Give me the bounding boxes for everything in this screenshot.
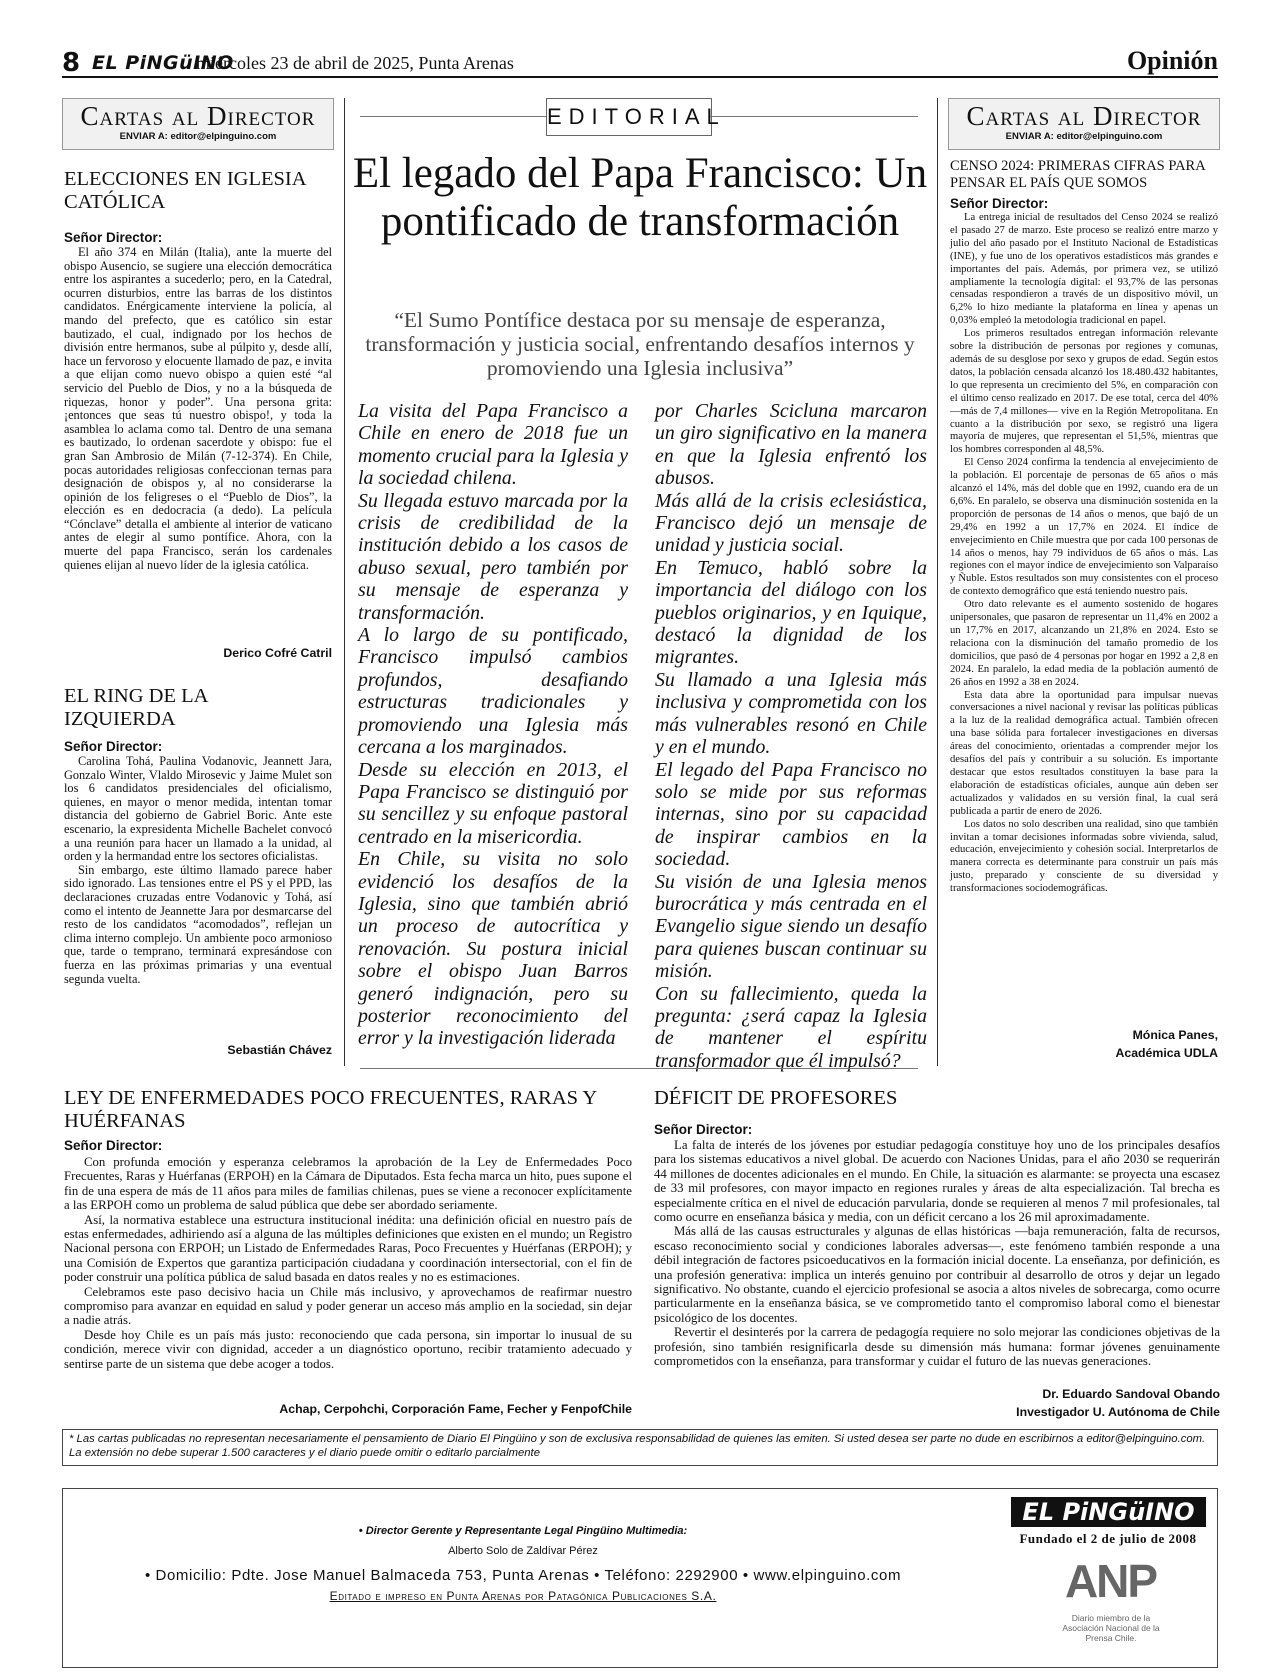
letter-paragraph: Revertir el desinterés por la carrera de pedagogía requiere no solo mejorar las condiciones objetivas de la profesión, sino también resignificarla desde su dimensión más humana: formar jóvenes genuinamente comprometidos con la enseñanza, para transformar y cuidar el futuro de las nuevas generaciones. — [654, 1325, 1220, 1369]
column-divider — [937, 98, 938, 1066]
letters-header-email: ENVIAR A: editor@elpinguino.com — [119, 131, 277, 142]
letters-header-email: ENVIAR A: editor@elpinguino.com — [1005, 131, 1163, 142]
editorial-paragraph: A lo largo de su pontificado, Francisco impulsó cambios profundos, desafiando estructuras tradicionales y promoviendo una Iglesia más cercana a los marginados. — [358, 624, 628, 759]
dateline: miércoles 23 de abril de 2025, Punta Arenas — [196, 53, 514, 73]
letter-paragraph: Desde hoy Chile es un país más justo: reconociendo que cada persona, sin importar lo inusual de su condición, merece vivir con dignidad, acceder a un diagnóstico oportuno, recibir tratamiento adecuado y sentirse parte de un sistema que debe acoger a todos. — [64, 1327, 632, 1371]
letter-signature: Derico Cofré Catril — [223, 646, 332, 660]
letter-body — [654, 1138, 1220, 1369]
letter-paragraph: Así, la normativa establece una estructura institucional inédita: una definición oficial en nuestro país de estas enfermedades, adhiriendo así a alguna de las múltiples definiciones que existen en el mundo; un Registro Nacional persona con ERPOH; un Listado de Enfermedades Raras, Poco Frecuentes y Huérfanas (ERPOH); y una Comisión de Expertos que garantiza participación ciudadana y coordinación intersectorial, con el fin de poder construir una política pública de salud basada en datos reales y no es estimaciones. — [64, 1212, 632, 1285]
signature-name: Dr. Eduardo Sandoval Obando — [1042, 1387, 1220, 1401]
editorial-rule — [710, 116, 918, 117]
director-label: • Director Gerente y Representante Legal Pingüino Multimedia: — [358, 1525, 688, 1537]
letter-paragraph: Con profunda emoción y esperanza celebramos la aprobación de la Ley de Enfermedades Poco Frecuentes, Raras y Huérfanas (ERPOH) en la Cámara de Diputados. Esta fecha marca un hito, pues supone el fin de una espera de más de 11 años para miles de familias chilenas, pues se viene a reconocer explícitamente a las ERPOH como un problema de salud pública que debe ser abordado seriamente. — [64, 1155, 632, 1213]
letters-header-left — [62, 98, 334, 150]
editorial-paragraph: Más allá de la crisis eclesiástica, Francisco dejó un mensaje de unidad y justicia social. — [655, 489, 927, 557]
signature-role: Investigador U. Autónoma de Chile — [1016, 1405, 1220, 1419]
signature-role: Académica UDLA — [1115, 1046, 1218, 1060]
letter-salutation: Señor Director: — [64, 1138, 163, 1153]
letter-paragraph: El Censo 2024 confirma la tendencia al envejecimiento de la población. El porcentaje de personas de 65 años o más alcanzó el 14%, más del doble que en 1992, cuando era de un 6,6%. En paralelo, se observa una disminución sostenida en la proporción de personas de 14 años o menos, que bajó de un 29,4% en 1992 a un 17,7% en 2024. El índice de envejecimiento en Chile muestra que por cada 100 personas de 14 años o menos, hay 79 individuos de 65 años o más. Las regiones con el mayor índice de envejecimiento son Valparaíso y Ñuble. Estos resultados son muy consistentes con el proceso de contexto demográfico que está teniendo nuestro país. — [950, 457, 1218, 598]
letter-paragraph: Los primeros resultados entregan información relevante sobre la distribución de personas por regiones y comunas, además de su desglose por sexo y grupos de edad. Según estos datos, la población censada alcanzó los 18.480.432 habitantes, lo que representa un crecimiento del 5%, en comparación con el último censo realizado en 2017. De ese total, cerca del 40% —más de 7,4 millones— vive en la Región Metropolitana. En cuanto a la distribución por sexo, se registró una ligera mayoría de mujeres, que representan el 51,5%, mientras que los hombres corresponden al 48,5%. — [950, 328, 1218, 456]
letter-paragraph: Otro dato relevante es el aumento sostenido de hogares unipersonales, que pasaron de representar un 11,4% en 2002 a un 17,7% en 2017, alcanzando un 21,8% en 2024. Esto se relaciona con la disminución del tamaño promedio de los domicilios, que pasó de 4 personas por hogar en 1992 a 2,8 en 2024. En paralelo, la edad media de la población aumentó de 26 años en 1992 a 38 en 2024. — [950, 599, 1218, 688]
footer-address: • Domicilio: Pdte. Jose Manuel Balmaceda 753, Punta Arenas • Teléfono: 2292900 • www.elpinguino.com — [144, 1567, 902, 1584]
header-rule — [62, 76, 1218, 78]
director-name: Alberto Solo de Zaldívar Pérez — [448, 1545, 598, 1557]
editorial-paragraph: El legado del Papa Francisco no solo se mide por sus reformas internas, sino por su capacidad de inspirar cambios en la sociedad. — [655, 758, 927, 871]
editorial-subtitle: “El Sumo Pontífice destaca por su mensaje de esperanza, transformación y justicia social, enfrentando desafíos internos y promoviendo una Iglesia inclusiva” — [365, 308, 915, 380]
editorial-rule — [360, 116, 546, 117]
letters-header-title: Cartas al Director — [966, 101, 1202, 131]
el-pinguino-logo: EL PiNGüINO — [1011, 1497, 1206, 1527]
editorial-label: EDITORIAL — [546, 98, 712, 136]
letter-body — [64, 1155, 632, 1371]
letter-salutation: Señor Director: — [64, 230, 163, 245]
disclaimer: * Las cartas publicadas no representan necesariamente el pensamiento de Diario El Pingüino y son de exclusiva responsabilidad de quienes las emiten. Si usted desea ser parte no dude en escribirnos a editor@elpinguino.com. La extensión no debe superar 1.500 caracteres y el diario puede omitir o editarlo parcialmente — [62, 1429, 1218, 1466]
letter-paragraph: Sin embargo, este último llamado parece haber sido ignorado. Las tensiones entre el PS y el PPD, las declaraciones cruzadas entre Vodanovic y Tohá, así como el intento de Jeannette Jara por desmarcarse del resto de los candidatos “acomodados”, reflejan un clima interno complejo. Un ambiente poco armonioso que, tarde o temprano, terminará expresándose con fuerza en las próximas primarias y una eventual segunda vuelta. — [64, 862, 332, 986]
letter-body — [950, 212, 1218, 896]
editorial-title: El legado del Papa Francisco: Un pontificado de transformación — [352, 150, 928, 245]
masthead-footer — [62, 1488, 1218, 1668]
brand-name: EL PiNGüINO — [92, 52, 234, 74]
editorial-column-2 — [655, 400, 927, 1072]
letter-paragraph: La entrega inicial de resultados del Censo 2024 se realizó el pasado 27 de marzo. Este proceso se realizó entre marzo y julio del año pasado por el Instituto Nacional de Estadísticas (INE), y fue uno de los operativos estadísticos más grandes e importantes del país. Además, por primera vez, se utilizó ampliamente la tecnología digital: el 93,7% de las personas censadas respondieron a través de un dispositivo móvil, un 6,2% lo hizo mediante la plataforma en línea y apenas un 0,03% empleó la metodología tradicional en papel. — [950, 212, 1218, 327]
letter-paragraph: Más allá de las causas estructurales y algunas de ellas históricas —baja remuneración, falta de recursos, escaso reconocimiento social y condiciones laborales adversas—, este fenómeno también responde a una débil integración de factores psicoeducativos en la formación inicial docente. La enseñanza, por definición, es una profesión generativa: implica un interés genuino por contribuir al desarrollo de otros y dejar un legado significativo. No obstante, cuando el ejercicio profesional se asocia a altos niveles de sobrecarga, como ocurre particularmente en la enseñanza básica, se ve comprometido tanto el compromiso laboral como el bienestar psicológico de los docentes. — [654, 1224, 1220, 1325]
editorial-paragraph: Su llamado a una Iglesia más inclusiva y comprometida con los más vulnerables resonó en Chile y en el mundo. — [655, 668, 927, 759]
letter-title: CENSO 2024: PRIMERAS CIFRAS PARA PENSAR EL PAÍS QUE SOMOS — [950, 158, 1205, 191]
letter-signature: Sebastián Chávez — [227, 1043, 332, 1057]
founded-date: Fundado el 2 de julio de 2008 — [1019, 1531, 1197, 1546]
letter-paragraph: El año 374 en Milán (Italia), ante la muerte del obispo Ausencio, se sugiere una elección democrática entre los aspirantes a sucederlo; pero, en la Catedral, ocurren disturbios, entre las barras de los distintos candidatos. Enérgicamente interviene la policía, al mando del prefecto, que es católico sin estar bautizado, el cual, indignado por los hechos de división entre hermanos, sube al púlpito y, desde allí, hace un fervoroso y elocuente llamado de paz, e invita a que elijan como nuevo obispo a quien esté “al servicio del Pueblo de Dios, y no a la búsqueda de riquezas, honor y poder”. Una persona grita: ¡entonces que seas tú nuestro obispo!, y toda la asamblea lo aclama como tal. Dentro de una semana es bautizado, lo ordenan sacerdote y obispo: fue el gran San Ambrosio de Milán (7-12-374). En Chile, pocas autoridades religiosas confeccionan ternas para designación de obispos y, al no considerarse la opinión de los feligreses o el “Pueblo de Dios”, la elección es en dedocracia (a dedo). La película “Cónclave” detalla el ambiente al interior de vaticano antes de elegir al sumo pontífice. Ahora, con la muerte del papa Francisco, serán los cardenales quienes elijan al nuevo líder de la iglesia católica. — [64, 245, 332, 572]
editorial-paragraph: por Charles Scicluna marcaron un giro significativo en la manera en que la Iglesia enfrentó los abusos. — [655, 400, 927, 490]
letter-signature: Achap, Cerpohchi, Corporación Fame, Fecher y FenpofChile — [279, 1402, 632, 1416]
letter-body — [64, 755, 332, 986]
letter-salutation: Señor Director: — [64, 739, 163, 754]
editorial-bottom-rule — [360, 1068, 918, 1069]
editorial-paragraph: En Temuco, habló sobre la importancia del diálogo con los pueblos originarios, y en Iquique, destacó la dignidad de los migrantes. — [655, 556, 927, 669]
letter-paragraph: Los datos no solo describen una realidad, sino que también invitan a tomar decisiones informadas sobre vivienda, salud, educación, envejecimiento y cohesión social. Interpretarlos de manera correcta es determinante para construir un país más justo, preparado y consciente de su diversidad y transformaciones sociodemográficas. — [950, 818, 1218, 895]
editorial-paragraph: Su llegada estuvo marcada por la crisis de credibilidad de la institución debido a los casos de abuso sexual, pero también por su mensaje de esperanza y transformación. — [358, 489, 628, 624]
editorial-paragraph: Con su fallecimiento, queda la pregunta: ¿será capaz la Iglesia de mantener el espíritu transformador que él impulsó? — [655, 982, 927, 1072]
anp-caption: Diario miembro de la Asociación Nacional de la Prensa Chile. — [1062, 1613, 1160, 1643]
letter-title: EL RING DE LA IZQUIERDA — [64, 685, 208, 730]
page-number: 8 — [62, 48, 81, 78]
footer-printed: Editado e impreso en Punta Arenas por Patagónica Publicaciones S.A. — [329, 1589, 717, 1603]
letter-signature — [950, 1026, 1218, 1062]
letter-paragraph: Celebramos este paso decisivo hacia un Chile más inclusivo, y aprovechamos de reafirmar nuestro compromiso para avanzar en equidad en salud y poder generar un acceso más amplio en la sociedad, sin dejar a nadie atrás. — [64, 1284, 632, 1328]
signature-name: Mónica Panes, — [1132, 1028, 1218, 1042]
section-title: Opinión — [1126, 46, 1218, 75]
letter-salutation: Señor Director: — [654, 1122, 753, 1137]
letter-body — [64, 246, 332, 572]
letters-header-title: Cartas al Director — [80, 101, 316, 131]
letter-salutation: Señor Director: — [950, 196, 1049, 211]
letter-title: LEY DE ENFERMEDADES POCO FRECUENTES, RARAS Y HUÉRFANAS — [64, 1087, 597, 1132]
editorial-paragraph: La visita del Papa Francisco a Chile en enero de 2018 fue un momento crucial para la Iglesia y la sociedad chilena. — [358, 400, 628, 490]
editorial-paragraph: En Chile, su visita no solo evidenció los desafíos de la Iglesia, sino que también abrió un proceso de autocrítica y renovación. Su postura inicial sobre el obispo Juan Barros generó indignación, pero su posterior reconocimiento del error y la investigación liderada — [358, 848, 628, 1050]
letter-paragraph: La falta de interés de los jóvenes por estudiar pedagogía constituye hoy uno de los principales desafíos para los sistemas educativos a nivel global. De acuerdo con Naciones Unidas, para el año 2030 se requerirán 44 millones de docentes adicionales en el mundo. En Chile, la situación es alarmante: se proyecta una escasez de 33 mil profesores, con mayor impacto en regiones rurales y áreas de alta especialización. Tal brecha es especialmente crítica en el nivel de educación parvularia, donde se requieren al menos 7 mil profesionales, tal como ocurre en enseñanza básica y media, con un déficit cercano a los 26 mil aproximadamente. — [654, 1138, 1220, 1225]
letter-title: DÉFICIT DE PROFESORES — [654, 1087, 898, 1109]
letters-header-right — [948, 98, 1220, 150]
editorial-column-1 — [358, 400, 628, 1050]
anp-logo: ANP — [1064, 1555, 1157, 1607]
editorial-paragraph: Desde su elección en 2013, el Papa Francisco se distinguió por su sencillez y su enfoque pastoral centrado en la misericordia. — [358, 758, 628, 848]
letter-signature — [654, 1385, 1220, 1421]
letter-paragraph: Carolina Tohá, Paulina Vodanovic, Jeannett Jara, Gonzalo Winter, Vlaldo Mirosevic y Jaime Mulet son los 6 candidatos presidenciales del oficialismo, quienes, en mayor o menor medida, intentan tomar distancia del gobierno de Gabriel Boric. Ante este escenario, la expresidenta Michelle Bachelet convocó a una reunión para hacer un llamado a la unidad, al orden y la hermandad entre los sectores oficialistas. — [64, 754, 332, 864]
editorial-paragraph: Su visión de una Iglesia menos burocrática y más centrada en el Evangelio sigue siendo un desafío para quienes buscan continuar su misión. — [655, 870, 927, 983]
letter-title: ELECCIONES EN IGLESIA CATÓLICA — [64, 168, 306, 213]
letter-paragraph: Esta data abre la oportunidad para impulsar nuevas conversaciones a nivel nacional y revisar las políticas públicas a la luz de la realidad demográfica actual. También ofrecen una base sólida para fortalecer investigaciones en diversas áreas del conocimiento, orientadas a comprender mejor los desafíos del país y contribuir a su solución. Es importante destacar que estos resultados constituyen la base para la elaboración de estadísticas oficiales, aunque aún deben ser actualizados y validados en su versión final, la cual será publicada a partir de enero de 2026. — [950, 689, 1218, 817]
